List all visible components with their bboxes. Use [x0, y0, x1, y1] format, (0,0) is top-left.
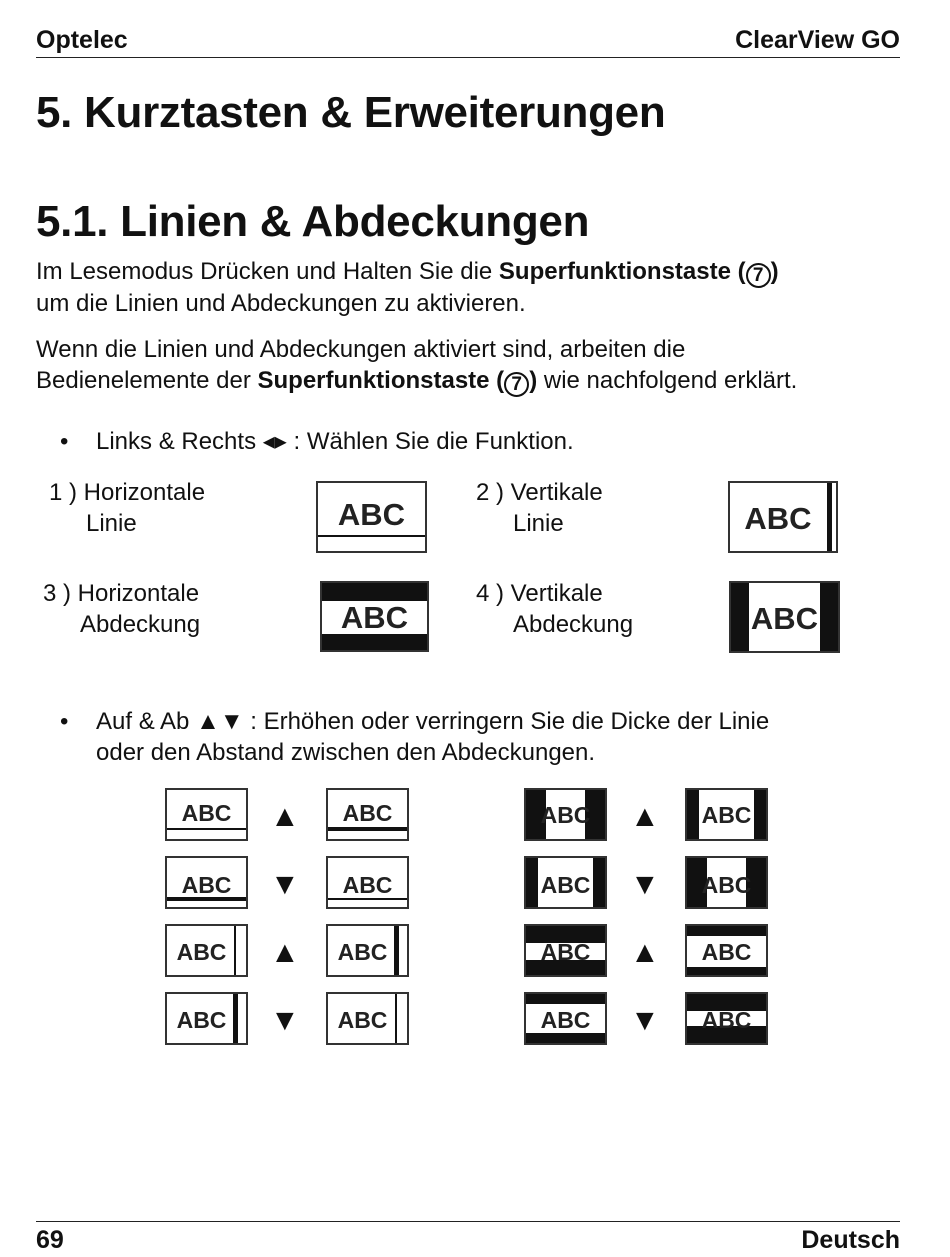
- horizontal-line-illustration: [316, 481, 427, 553]
- language-label: Deutsch: [801, 1226, 900, 1254]
- up-arrow-icon: ▲: [630, 800, 660, 833]
- bullet-up-down: [60, 706, 900, 768]
- vertical-mask-illustration: [729, 581, 840, 653]
- mask-band-bottom: [322, 634, 427, 650]
- down-arrow-icon: ▼: [630, 1004, 660, 1037]
- thick-horizontal-line-example: [326, 788, 409, 841]
- sample-text: ABC: [701, 939, 752, 965]
- bullet-left-right-text: Links & Rechts ◂▸ : Wählen Sie die Funktion.: [96, 428, 574, 455]
- sample-text: ABC: [176, 939, 227, 965]
- thin-vertical-line-example: [326, 992, 409, 1045]
- up-arrow-icon: ▲: [630, 936, 660, 969]
- para2-text-b: Bedienelemente der: [36, 367, 258, 394]
- thick-horizontal-line-example: [165, 856, 248, 909]
- up-arrow-icon: ▲: [270, 800, 300, 833]
- down-arrow-icon: ▼: [630, 868, 660, 901]
- sample-text: ABC: [181, 872, 232, 898]
- bullet-left-right: [60, 426, 880, 457]
- wide-horizontal-mask-example: [524, 992, 607, 1045]
- sample-text: ABC: [181, 800, 232, 826]
- sample-text: ABC: [337, 939, 388, 965]
- section-title: 5. Kurztasten & Erweiterungen: [36, 88, 666, 137]
- thick-vertical-line-example: [165, 992, 248, 1045]
- option-label-line2: Linie: [513, 510, 564, 537]
- brand-name: Optelec: [36, 26, 128, 54]
- key-number-badge: 7: [746, 263, 771, 288]
- option-vertical-mask: [476, 578, 634, 638]
- thin-horizontal-line-example: [165, 788, 248, 841]
- paragraph-controls: [36, 334, 916, 397]
- option-label: 1 ) Horizontale: [49, 479, 206, 506]
- sample-text: ABC: [750, 601, 819, 636]
- sample-text: ABC: [540, 872, 591, 898]
- reading-line: [328, 827, 407, 831]
- option-label: 2 ) Vertikale: [476, 479, 603, 506]
- option-vertical-line: [476, 477, 603, 537]
- mask-band-top: [526, 994, 605, 1004]
- bullet-up-down-text: Auf & Ab ▲▼ : Erhöhen oder verringern Sie die Dicke der Linie: [96, 708, 770, 735]
- sample-text: ABC: [701, 872, 752, 898]
- option-label: 4 ) Vertikale: [476, 580, 603, 607]
- option-label-line2: Abdeckung: [513, 611, 634, 638]
- sample-text: ABC: [701, 1007, 752, 1033]
- page-number: 69: [36, 1226, 64, 1254]
- sample-text: ABC: [342, 872, 393, 898]
- reading-line: [167, 828, 246, 830]
- wide-horizontal-mask-example: [685, 924, 768, 977]
- option-label: 3 ) Horizontale: [43, 580, 200, 607]
- paragraph-activate: [36, 256, 916, 319]
- para1-close: ): [770, 258, 779, 285]
- wide-vertical-mask-example: [524, 856, 607, 909]
- bullet-dot: •: [60, 708, 69, 735]
- subsection-title: 5.1. Linien & Abdeckungen: [36, 197, 590, 246]
- narrow-vertical-mask-example: [524, 788, 607, 841]
- option-label-line2: Linie: [86, 510, 137, 537]
- sample-text: ABC: [176, 1007, 227, 1033]
- mask-band-bottom: [526, 1033, 605, 1043]
- up-arrow-icon: ▲: [270, 936, 300, 969]
- thick-vertical-line-example: [326, 924, 409, 977]
- thin-horizontal-line-example: [326, 856, 409, 909]
- sample-text: ABC: [540, 1007, 591, 1033]
- sample-text: ABC: [744, 501, 812, 536]
- thin-vertical-line-example: [165, 924, 248, 977]
- narrow-horizontal-mask-example: [685, 992, 768, 1045]
- option-horizontal-mask: [43, 578, 201, 638]
- bullet-up-down-text-2: oder den Abstand zwischen den Abdeckungen.: [96, 739, 596, 766]
- reading-line: [318, 535, 425, 537]
- sample-text: ABC: [337, 497, 406, 532]
- key-number-badge: 7: [504, 372, 529, 397]
- para2-key-name: Superfunktionstaste (: [257, 367, 505, 394]
- horizontal-mask-illustration: [320, 581, 429, 652]
- wide-vertical-mask-example: [685, 788, 768, 841]
- option-horizontal-line: [49, 477, 206, 537]
- para1-key-name: Superfunktionstaste (: [498, 258, 746, 285]
- para2-close: ): [529, 367, 538, 394]
- sample-text: ABC: [337, 1007, 388, 1033]
- narrow-vertical-mask-example: [685, 856, 768, 909]
- para1-text-a: Im Lesemodus Drücken und Halten Sie die: [36, 258, 499, 285]
- para2-text-a: Wenn die Linien und Abdeckungen aktiviert sind, arbeiten die: [36, 336, 686, 363]
- down-arrow-icon: ▼: [270, 1004, 300, 1037]
- mask-band-bottom: [687, 967, 766, 975]
- down-arrow-icon: ▼: [270, 868, 300, 901]
- product-name: ClearView GO: [735, 26, 900, 54]
- mask-band-top: [687, 926, 766, 936]
- para1-text-b: um die Linien und Abdeckungen zu aktivieren.: [36, 290, 526, 317]
- mask-band-top: [322, 583, 427, 601]
- para2-text-c: wie nachfolgend erklärt.: [537, 367, 798, 394]
- sample-text: ABC: [701, 802, 752, 828]
- narrow-horizontal-mask-example: [524, 924, 607, 977]
- sample-text: ABC: [540, 802, 591, 828]
- page-footer: [36, 1221, 900, 1254]
- bullet-dot: •: [60, 428, 69, 455]
- sample-text: ABC: [340, 600, 409, 635]
- sample-text: ABC: [342, 800, 393, 826]
- option-label-line2: Abdeckung: [80, 611, 201, 638]
- reading-line: [827, 483, 832, 551]
- vertical-line-illustration: [728, 481, 838, 553]
- sample-text: ABC: [540, 939, 591, 965]
- page-header: [36, 24, 900, 58]
